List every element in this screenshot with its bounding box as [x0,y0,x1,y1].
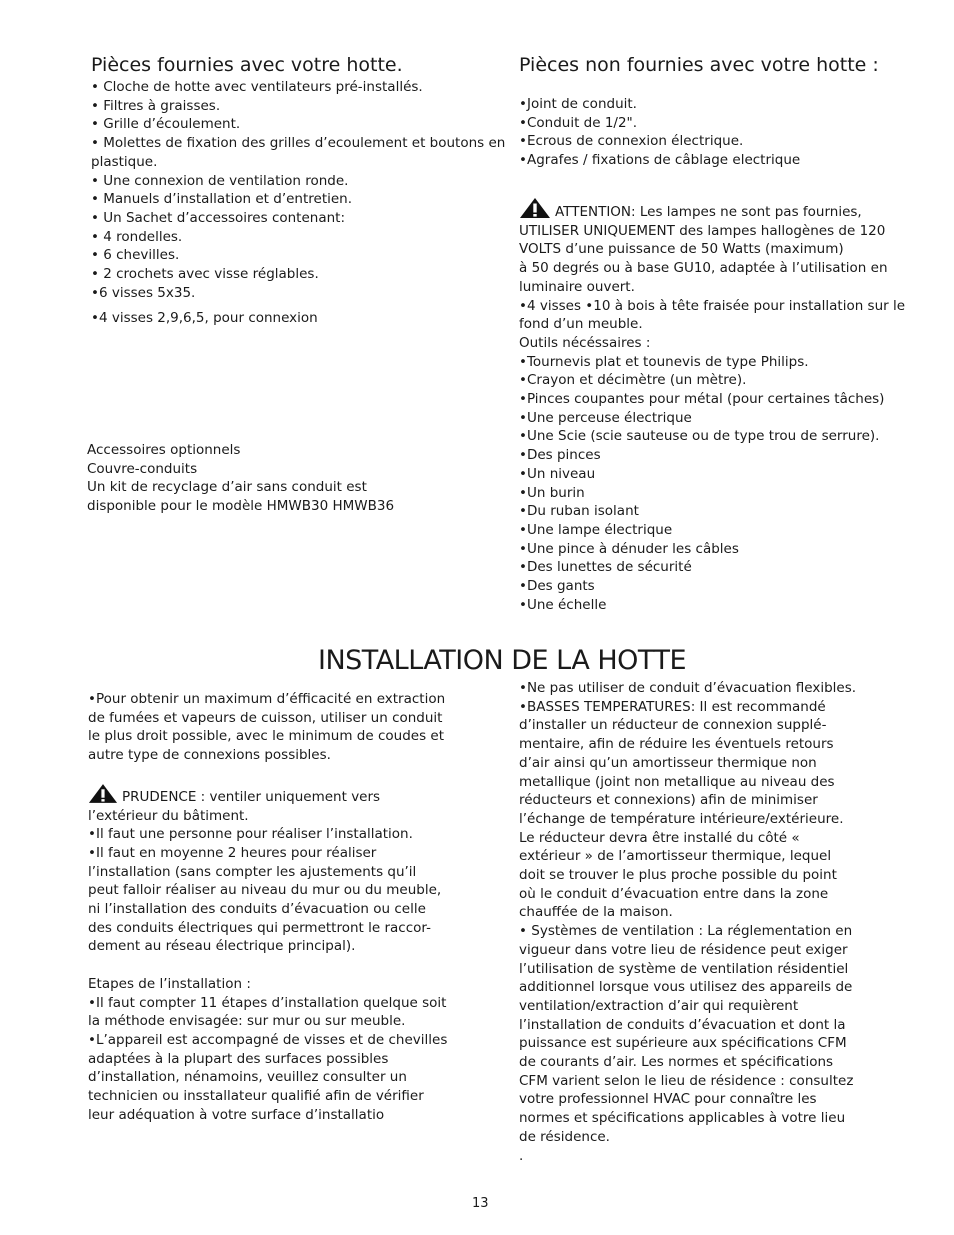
paragraph-line: puissance est supérieure aux spécifications CFM [519,1035,847,1052]
list-item: •Ecrous de connexion électrique. [519,133,744,150]
paragraph-line: où le conduit d’évacuation entre dans la zone [519,885,829,902]
paragraph-line: leur adéquation à votre surface d’installatio [88,1106,385,1123]
paragraph-line: . [519,1147,524,1164]
supplied-heading: Pièces fournies avec votre hotte. [91,54,403,76]
list-item: • Un Sachet d’accessoires contenant: [91,209,346,226]
paragraph-line: metallique (joint non metallique au niveau des [519,773,835,790]
paragraph-line: l’installation (sans compter les ajustements qu’il [88,863,417,880]
paragraph-line: •L’appareil est accompagné de visses et de chevilles [88,1031,448,1048]
tool-item: •Une perceuse électrique [519,409,692,426]
paragraph-line: de résidence. [519,1128,610,1145]
attention-line: à 50 degrés ou à base GU10, adaptée à l’utilisation en [519,260,888,277]
paragraph-line: normes et spécifications applicables à votre lieu [519,1110,846,1127]
list-item: • Molettes de fixation des grilles d’ecoulement et boutons en [91,135,506,152]
tool-item: •Pinces coupantes pour métal (pour certaines tâches) [519,391,885,408]
attention-line: fond d’un meuble. [519,316,643,333]
paragraph-line: de fumées et vapeurs de cuisson, utiliser un conduit [88,709,443,726]
optional-line: Un kit de recyclage d’air sans conduit est [87,479,367,496]
paragraph-line: l’extérieur du bâtiment. [88,807,249,824]
list-item: • Manuels d’installation et d’entretien. [91,191,353,208]
paragraph-line: •Pour obtenir un maximum d’éfficacité en extraction [88,691,446,707]
paragraph-line: d’installation, nénamoins, veuillez consulter un [88,1069,407,1086]
list-item: • 4 rondelles. [91,228,183,245]
paragraph-line: additionnel lorsque vous utilisez des appareils de [519,979,853,996]
paragraph-line: l’utilisation de système de ventilation résidentiel [519,960,849,977]
paragraph-line: réducteurs et connexions) afin de minimiser [519,792,818,809]
optional-line: Couvre-conduits [87,460,198,477]
not-supplied-section [519,53,899,170]
list-item: •Agrafes / fixations de câblage electrique [519,152,801,169]
list-item: • Une connexion de ventilation ronde. [91,172,349,189]
attention-section [519,197,906,614]
tool-item: •Tournevis plat et tounevis de type Philips. [519,353,809,370]
list-item: •6 visses 5x35. [91,284,196,301]
paragraph-line: •Ne pas utiliser de conduit d’évacuation flexibles. [519,680,857,696]
tool-item: •Un niveau [519,465,596,482]
paragraph-line: •Il faut une personne pour réaliser l’installation. [88,826,413,843]
attention-first-line [519,197,899,222]
paragraph-line: d’air ainsi qu’un amortisseur thermique non [519,754,817,771]
paragraph-line: d’installer un réducteur de connexion supplé- [519,717,827,734]
prudence-first-line [88,783,488,807]
optional-heading: Accessoires optionnels [87,442,241,458]
paragraph-line: peut falloir réaliser au niveau du mur ou du meuble, [88,882,442,899]
installation-right-column [519,679,919,1165]
paragraph-line: mentaire, afin de réduire les éventuels retours [519,736,834,753]
tool-item: •Du ruban isolant [519,503,639,520]
attention-line: luminaire ouvert. [519,278,635,295]
paragraph-line: votre professionnel HVAC pour connaître les [519,1091,817,1108]
tools-heading: Outils nécéssaires : [519,334,651,351]
paragraph-line: •BASSES TEMPERATURES: Il est recommandé [519,698,826,715]
list-item: • 2 crochets avec visse réglables. [91,266,319,283]
list-item: • Grille d’écoulement. [91,116,241,133]
paragraph-line: vigueur dans votre lieu de résidence peut exiger [519,941,848,958]
warning-icon [519,197,551,219]
tool-item: •Des pinces [519,447,601,464]
paragraph-line: chauffée de la maison. [519,904,673,921]
tool-item: •Un burin [519,484,585,501]
list-item: •4 visses 2,9,6,5, pour connexion [91,310,318,327]
page-number: 13 [472,1196,489,1211]
paragraph-line: Le réducteur devra être installé du côté « [519,829,800,846]
paragraph-line: de courants d’air. Les normes et spécifications [519,1054,834,1071]
tool-item: •Crayon et décimètre (un mètre). [519,372,747,389]
paragraph-line: le plus droit possible, avec le minimum de coudes et [88,728,445,745]
paragraph-line: •Il faut en moyenne 2 heures pour réaliser [88,844,377,861]
list-item: • 6 chevilles. [91,247,180,264]
tool-item: •Une échelle [519,596,607,613]
attention-line: •4 visses •10 à bois à tête fraisée pour installation sur le [519,297,906,314]
paragraph-line: ni l’installation des conduits d’évacuation ou celle [88,901,426,918]
warning-icon [88,783,118,804]
installation-left-column [88,690,488,1124]
spacer [88,956,488,975]
list-item: • Filtres à graisses. [91,97,221,114]
list-item: •Conduit de 1/2". [519,114,638,131]
steps-heading: Etapes de l’installation : [88,975,251,992]
paragraph-line: autre type de connexions possibles. [88,747,331,764]
paragraph-line: technicien ou insstallateur qualifié afin de vérifier [88,1088,424,1105]
paragraph-line: l’installation de conduits d’évacuation et dont la [519,1016,846,1033]
list-item: •Joint de conduit. [519,96,637,112]
installation-title: INSTALLATION DE LA HOTTE [318,645,687,676]
paragraph-line: • Systèmes de ventilation : La réglementation en [519,923,853,940]
attention-text: ATTENTION: Les lampes ne sont pas fournies, [555,204,862,220]
attention-line: UTILISER UNIQUEMENT des lampes hallogènes de 120 [519,222,886,239]
supplied-section [91,53,506,328]
paragraph-line: des conduits électriques qui permettront le raccor- [88,919,431,936]
tool-item: •Des gants [519,578,595,595]
list-item: plastique. [91,153,158,170]
list-item: • Cloche de hotte avec ventilateurs pré-installés. [91,79,423,95]
paragraph-line: doit se trouver le plus proche possible du point [519,867,837,884]
attention-line: VOLTS d’une puissance de 50 Watts (maximum) [519,241,844,258]
paragraph-line: ventilation/extraction d’air qui requièrent [519,997,799,1014]
paragraph-line: CFM varient selon le lieu de résidence : consultez [519,1072,854,1089]
paragraph-line: dement au réseau électrique principal). [88,938,356,955]
paragraph-line: l’échange de température intérieure/extérieure. [519,810,844,827]
tool-item: •Une lampe électrique [519,521,673,538]
optional-accessories [87,441,417,516]
not-supplied-heading: Pièces non fournies avec votre hotte : [519,54,879,76]
paragraph-line: extérieur » de l’amortisseur thermique, lequel [519,848,832,865]
prudence-text: PRUDENCE : ventiler uniquement vers [122,788,381,805]
tool-item: •Une Scie (scie sauteuse ou de type trou de serrure). [519,428,880,445]
optional-line: disponible pour le modèle HMWB30 HMWB36 [87,498,395,515]
paragraph-line: la méthode envisagée: sur mur ou sur meuble. [88,1013,406,1030]
paragraph-line: adaptées à la plupart des surfaces possibles [88,1050,389,1067]
paragraph-line: •Il faut compter 11 étapes d’installation quelque soit [88,994,447,1011]
tool-item: •Une pince à dénuder les câbles [519,540,739,557]
tool-item: •Des lunettes de sécurité [519,559,692,576]
